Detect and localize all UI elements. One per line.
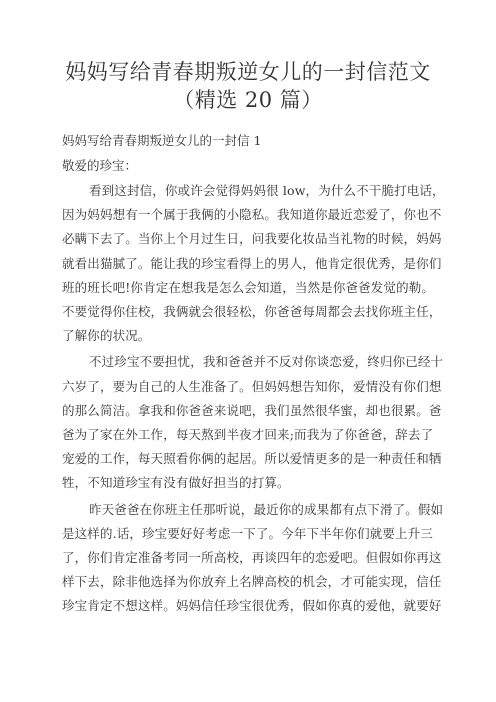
paragraph-line: 牲，不知道珍宝有没有做好担当的打算。 bbox=[62, 475, 290, 491]
paragraph-line: 是这样的.话，珍宝要好好考虑一下了。今年下半年你们就要上升三 bbox=[62, 525, 433, 541]
paragraph-line: 六岁了，要为自己的人生准备了。但妈妈想告知你，爱情没有你们想 bbox=[62, 378, 442, 394]
body-paragraph bbox=[62, 350, 444, 495]
paragraph-line: 看到这封信，你或许会觉得妈妈很 low，为什么不干脆打电话， bbox=[89, 183, 445, 198]
body-paragraph bbox=[62, 498, 444, 619]
paragraph-line: 不过珍宝不要担忧，我和爸爸并不反对你谈恋爱，终归你已经十 bbox=[89, 354, 444, 370]
document-title bbox=[62, 58, 434, 114]
salutation: 敬爱的珍宝： bbox=[62, 158, 138, 173]
paragraph-line: 珍宝肯定不想这样。妈妈信任珍宝很优秀，假如你真的爱他，就要好 bbox=[62, 598, 442, 614]
title-line-1: 妈妈写给青春期叛逆女儿的一封信范文 bbox=[65, 60, 431, 84]
paragraph-line: 样下去，除非他选择为你放弃上名牌高校的机会，才可能实现，信任 bbox=[62, 574, 442, 590]
paragraph-line: 的那么简洁。拿我和你爸爸来说吧，我们虽然很华蜜，却也很累。爸 bbox=[62, 402, 442, 418]
paragraph-line: 了解你的状况。 bbox=[62, 328, 151, 344]
paragraph-line: 因为妈妈想有一个属于我俩的小隐私。我知道你最近恋爱了，你也不 bbox=[62, 207, 442, 223]
body-paragraph bbox=[62, 179, 445, 348]
letter-body bbox=[62, 179, 445, 619]
paragraph-line: 爸为了家在外工作，每天熬到半夜才回来;而我为了你爸爸，辞去了 bbox=[62, 427, 434, 443]
paragraph-line: 就看出猫腻了。能让我的珍宝看得上的男人，他肯定很优秀，是你们 bbox=[62, 255, 442, 271]
paragraph-line: 必瞒下去了。当你上个月过生日，问我要化妆品当礼物的时候，妈妈 bbox=[62, 231, 442, 247]
paragraph-line: 班的班长吧!你肯定在想我是怎么会知道，当然是你爸爸发觉的勒。 bbox=[62, 279, 435, 295]
paragraph-line: 宠爱的工作，每天照看你俩的起居。所以爱情更多的是一种责任和牺 bbox=[62, 451, 442, 467]
title-line-2: （精选 20 篇） bbox=[173, 88, 323, 112]
paragraph-line: 了，你们肯定准备考同一所高校，再谈四年的恋爱吧。但假如你再这 bbox=[62, 550, 442, 566]
letter-heading: 妈妈写给青春期叛逆女儿的一封信 1 bbox=[62, 133, 262, 148]
paragraph-line: 不要觉得你住校，我俩就会很轻松，你爸爸每周都会去找你班主任， bbox=[62, 304, 442, 320]
paragraph-line: 昨天爸爸在你班主任那听说，最近你的成果都有点下滑了。假如 bbox=[89, 501, 444, 517]
